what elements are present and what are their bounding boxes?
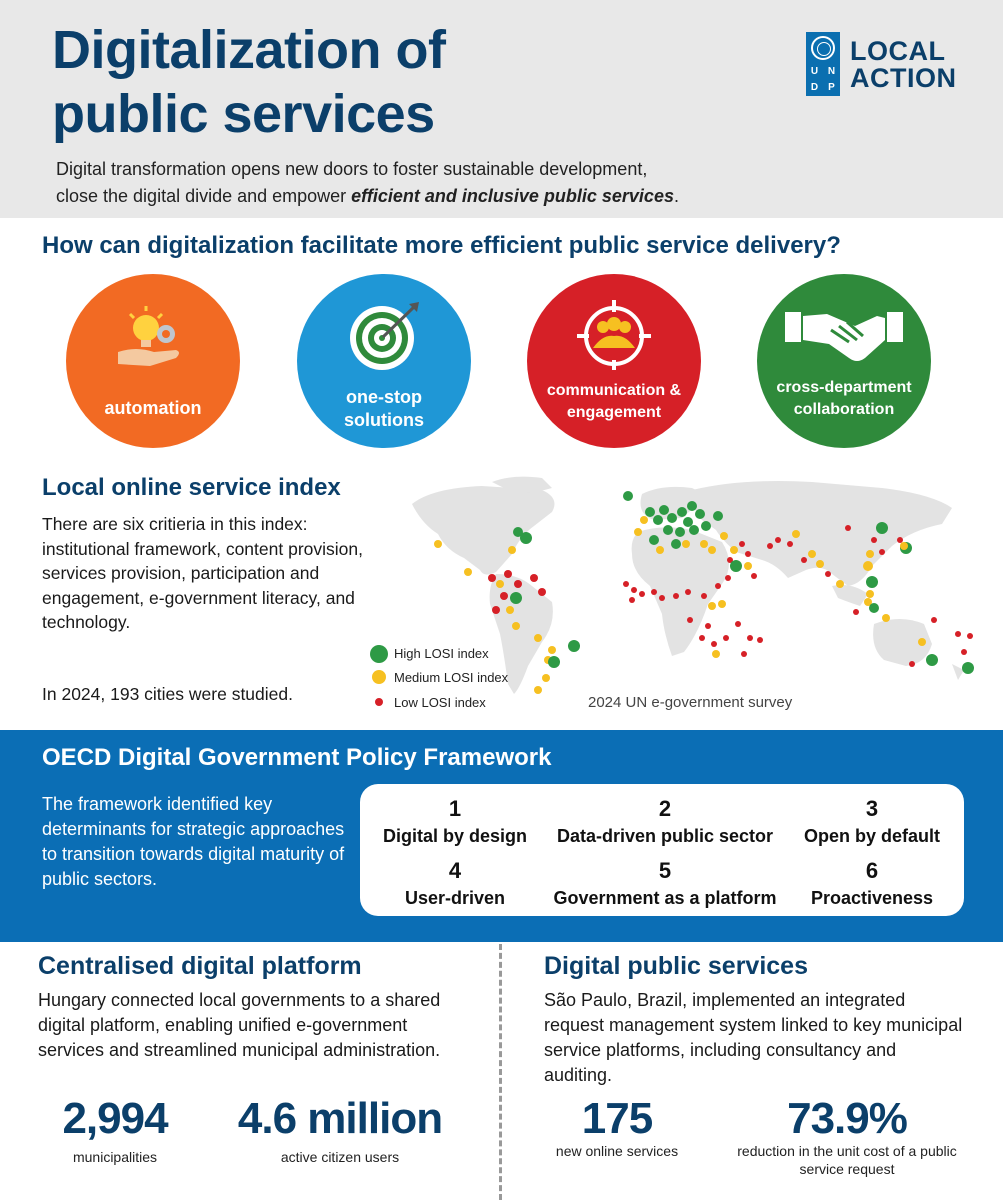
title-line-2: public services — [52, 84, 435, 144]
one-stop-label — [307, 386, 461, 432]
collaboration-label-line-1: cross-department — [776, 379, 912, 396]
cost-reduction-stat: 73.9% — [787, 1094, 907, 1143]
communication-label-line-2: engagement — [566, 404, 662, 421]
pillar-4-number: 4 — [448, 858, 462, 883]
pillar-1-name: Digital by design — [382, 826, 528, 846]
oecd-description: The framework identified key determinants for strategic approaches to transition towards digital maturity of public sectors. — [42, 794, 345, 889]
header-banner — [0, 0, 1003, 218]
legend-high-label: High LOSI index — [394, 646, 489, 661]
un-globe-icon — [811, 36, 835, 60]
map-source-caption: 2024 UN e-government survey — [588, 694, 793, 711]
handshake-icon — [757, 300, 931, 370]
logo-line-1: LOCAL — [850, 36, 946, 66]
pillar-2 — [540, 796, 790, 848]
local-action-logo — [850, 38, 957, 92]
online-services-label: new online services — [555, 1143, 679, 1159]
one-stop-label-line-2: solutions — [344, 410, 424, 430]
municipalities-stat: 2,994 — [62, 1094, 168, 1143]
world-map-land — [412, 477, 964, 694]
communication-label-line-1: communication & — [546, 382, 682, 399]
pillar-3 — [790, 796, 954, 848]
legend-low-dot — [375, 698, 383, 706]
undp-letter-n: N — [827, 66, 836, 77]
legend-high-dot — [370, 645, 388, 663]
citizen-users-label: active citizen users — [280, 1149, 400, 1165]
target-icon — [297, 300, 471, 370]
municipalities-label: municipalities — [72, 1149, 158, 1165]
online-services-stat: 175 — [581, 1094, 653, 1143]
pillar-1 — [370, 796, 540, 848]
oecd-title: OECD Digital Government Policy Framework — [42, 744, 552, 771]
losi-cities-studied: In 2024, 193 cities were studied. — [42, 684, 293, 704]
automation-circle — [66, 274, 240, 448]
undp-letter-u: U — [810, 66, 819, 77]
oecd-pillars-box — [360, 784, 964, 916]
losi-description: There are six critieria in this index: institutional framework, content provision, services provision, participation and engagement, e-government literacy, and technology. — [42, 514, 363, 632]
one-stop-label-line-1: one-stop — [346, 387, 422, 407]
subtitle-line-1: Digital transformation opens new doors to foster sustainable development, — [56, 159, 648, 179]
losi-title: Local online service index — [42, 474, 341, 501]
centralised-description: Hungary connected local governments to a shared digital platform, enabling unified e-government services and streamlined municipal administration. — [38, 990, 441, 1060]
communication-label — [537, 380, 691, 424]
pillar-4 — [370, 858, 540, 910]
subtitle-end: . — [673, 186, 679, 206]
pillar-3-name: Open by default — [803, 826, 940, 846]
pillar-3-number: 3 — [865, 796, 879, 821]
pillar-5-name: Government as a platform — [553, 888, 777, 908]
one-stop-circle — [297, 274, 471, 448]
legend-medium-dot — [372, 670, 386, 684]
centralised-title: Centralised digital platform — [38, 952, 362, 980]
pillar-5 — [540, 858, 790, 910]
legend-low-label: Low LOSI index — [394, 695, 486, 710]
legend-medium-label: Medium LOSI index — [394, 670, 509, 685]
collaboration-label — [767, 377, 921, 421]
pillar-1-number: 1 — [448, 796, 462, 821]
digital-services-title: Digital public services — [544, 952, 808, 980]
pillar-6 — [790, 858, 954, 910]
pillar-5-number: 5 — [658, 858, 672, 883]
pillar-2-name: Data-driven public sector — [556, 826, 774, 846]
logo-line-2: ACTION — [850, 63, 957, 93]
lightbulb-hand-icon — [66, 300, 240, 370]
subtitle-emphasis: efficient and inclusive public services — [351, 186, 674, 206]
efficiency-title: How can digitalization facilitate more efficient public service delivery? — [42, 232, 841, 259]
crosshair-people-icon — [527, 300, 701, 370]
pillar-6-number: 6 — [865, 858, 879, 883]
page-subtitle — [56, 156, 756, 210]
pillar-6-name: Proactiveness — [810, 888, 934, 908]
undp-logo — [806, 32, 840, 96]
title-line-1: Digitalization of — [52, 20, 446, 80]
cost-reduction-label: reduction in the unit cost of a public service request — [737, 1143, 957, 1177]
pillar-4-name: User-driven — [404, 888, 506, 908]
section-divider — [499, 944, 502, 1200]
subtitle-line-2: close the digital divide and empower — [56, 186, 352, 206]
automation-label: automation — [104, 398, 202, 418]
page-title — [52, 18, 692, 146]
undp-letter-p: P — [828, 82, 835, 93]
digital-services-description: São Paulo, Brazil, implemented an integrated request management system linked to key municipal service platforms, including consultancy and auditing. — [544, 990, 963, 1085]
collaboration-circle — [757, 274, 931, 448]
citizen-users-stat: 4.6 million — [237, 1094, 443, 1143]
collaboration-label-line-2: collaboration — [793, 401, 895, 418]
communication-circle — [527, 274, 701, 448]
undp-letter-d: D — [810, 82, 819, 93]
pillar-2-number: 2 — [658, 796, 672, 821]
oecd-section — [0, 730, 1003, 942]
world-map — [392, 474, 1003, 702]
